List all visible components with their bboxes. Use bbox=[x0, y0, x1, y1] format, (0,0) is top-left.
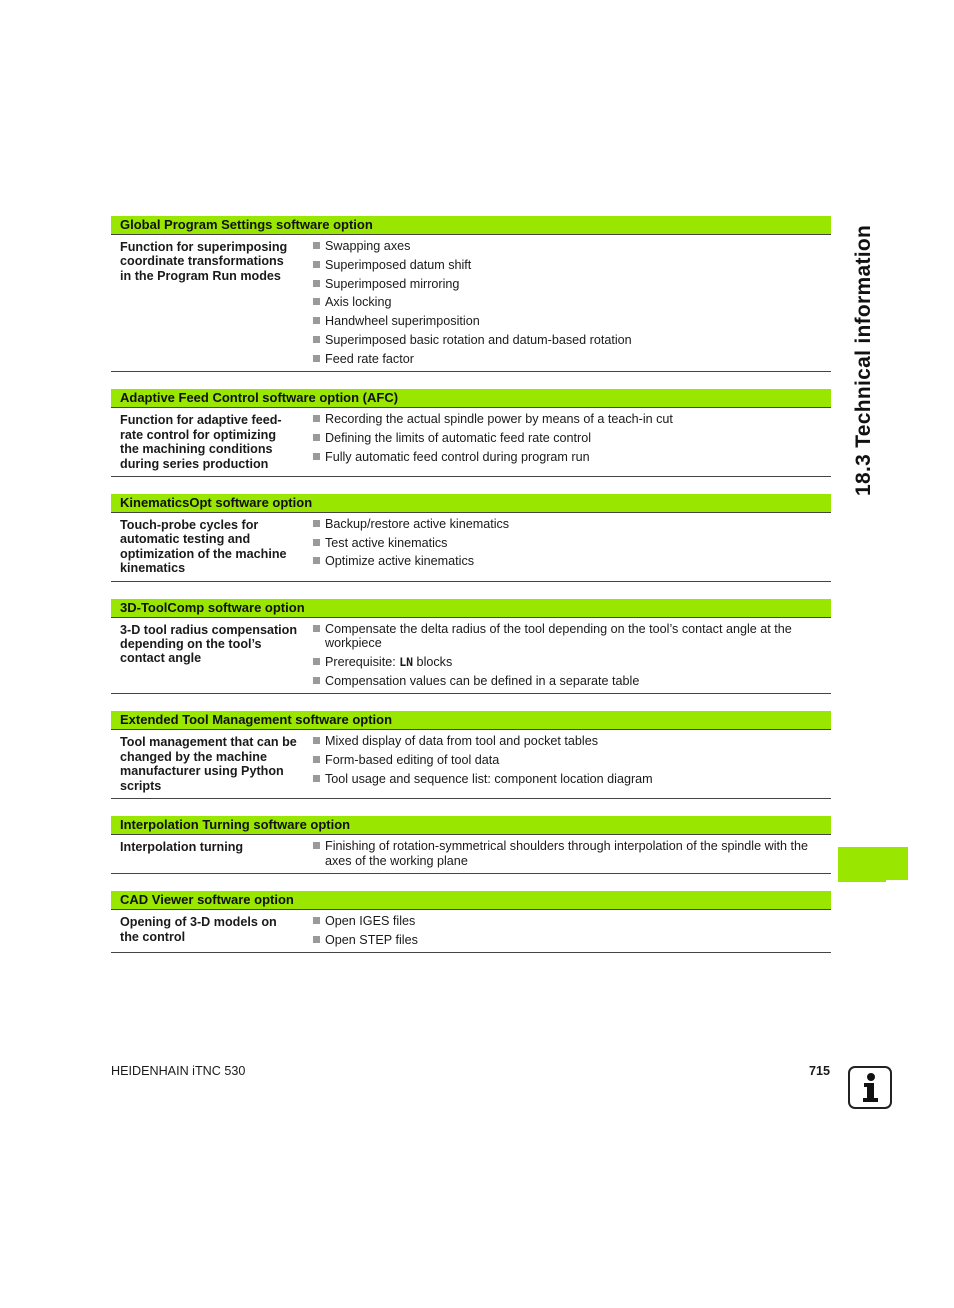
bullet-list bbox=[306, 839, 831, 868]
section-row bbox=[111, 909, 831, 953]
prerequisite-suffix: blocks bbox=[413, 654, 453, 669]
feature-description: 3-D tool radius compensation depending on the tool’s contact angle bbox=[120, 622, 298, 666]
bullet-list bbox=[306, 517, 831, 576]
list-item: Fully automatic feed control during program run bbox=[313, 450, 821, 465]
list-item: Handwheel superimposition bbox=[313, 314, 821, 329]
section-row bbox=[111, 617, 831, 695]
section-row bbox=[111, 234, 831, 372]
list-item: Backup/restore active kinematics bbox=[313, 517, 821, 532]
section-row bbox=[111, 729, 831, 799]
bullet-list bbox=[306, 239, 831, 366]
section-row bbox=[111, 834, 831, 874]
section-interpolation-turning bbox=[111, 816, 831, 874]
section-global-program-settings bbox=[111, 216, 831, 372]
section-row bbox=[111, 407, 831, 477]
list-item: Superimposed datum shift bbox=[313, 258, 821, 273]
section-header: KinematicsOpt software option bbox=[111, 494, 831, 512]
bullet-list bbox=[306, 734, 831, 793]
section-header: 3D-ToolComp software option bbox=[111, 599, 831, 617]
feature-description: Function for superimposing coordinate transformations in the Program Run modes bbox=[120, 240, 288, 283]
list-item: Form-based editing of tool data bbox=[313, 753, 821, 768]
section-adaptive-feed-control bbox=[111, 389, 831, 477]
section-row bbox=[111, 512, 831, 582]
info-icon bbox=[848, 1066, 892, 1109]
list-item: Finishing of rotation-symmetrical shoulders through interpolation of the spindle with the axes of the working plane bbox=[313, 839, 821, 868]
list-item: Open IGES files bbox=[313, 914, 821, 929]
footer-product: HEIDENHAIN iTNC 530 bbox=[111, 1064, 246, 1078]
list-item: Compensation values can be defined in a separate table bbox=[313, 674, 821, 689]
feature-description: Touch-probe cycles for automatic testing and optimization of the machine kinematics bbox=[120, 517, 287, 576]
list-item: Swapping axes bbox=[313, 239, 821, 254]
list-item: Test active kinematics bbox=[313, 536, 821, 551]
list-item-prerequisite bbox=[313, 655, 821, 670]
section-3d-toolcomp bbox=[111, 599, 831, 695]
list-item: Tool usage and sequence list: component location diagram bbox=[313, 772, 821, 787]
list-item: Feed rate factor bbox=[313, 352, 821, 367]
feature-description: Interpolation turning bbox=[120, 839, 244, 854]
list-item: Optimize active kinematics bbox=[313, 554, 821, 569]
spec-tables bbox=[111, 216, 831, 970]
chapter-tab-marker bbox=[838, 847, 908, 880]
prerequisite-prefix: Prerequisite: bbox=[325, 654, 400, 669]
bullet-list bbox=[306, 622, 831, 689]
list-item: Open STEP files bbox=[313, 933, 821, 948]
feature-description: Opening of 3-D models on the control bbox=[120, 915, 277, 944]
bullet-list bbox=[306, 914, 831, 947]
feature-description: Tool management that can be changed by the machine manufacturer using Python scripts bbox=[120, 735, 297, 793]
feature-description: Function for adaptive feed-rate control for optimizing the machining conditions during series production bbox=[120, 413, 282, 471]
list-item: Compensate the delta radius of the tool depending on the tool’s contact angle at the workpiece bbox=[313, 622, 821, 651]
bullet-list bbox=[306, 412, 831, 471]
chapter-tab-underline bbox=[838, 880, 886, 882]
ln-code: LN bbox=[399, 654, 414, 669]
section-header: Interpolation Turning software option bbox=[111, 816, 831, 834]
info-icon-glyph bbox=[850, 1068, 890, 1107]
section-kinematicsopt bbox=[111, 494, 831, 582]
list-item: Defining the limits of automatic feed rate control bbox=[313, 431, 821, 446]
list-item: Axis locking bbox=[313, 295, 821, 310]
section-header: Global Program Settings software option bbox=[111, 216, 831, 234]
section-header: CAD Viewer software option bbox=[111, 891, 831, 909]
list-item: Mixed display of data from tool and pocket tables bbox=[313, 734, 821, 749]
section-header: Extended Tool Management software option bbox=[111, 711, 831, 729]
section-header: Adaptive Feed Control software option (AFC) bbox=[111, 389, 831, 407]
section-cad-viewer bbox=[111, 891, 831, 953]
list-item: Recording the actual spindle power by means of a teach-in cut bbox=[313, 412, 821, 427]
chapter-side-title: 18.3 Technical information bbox=[852, 224, 875, 496]
page-number: 715 bbox=[809, 1064, 831, 1078]
list-item: Superimposed basic rotation and datum-based rotation bbox=[313, 333, 821, 348]
list-item: Superimposed mirroring bbox=[313, 277, 821, 292]
section-extended-tool-management bbox=[111, 711, 831, 799]
